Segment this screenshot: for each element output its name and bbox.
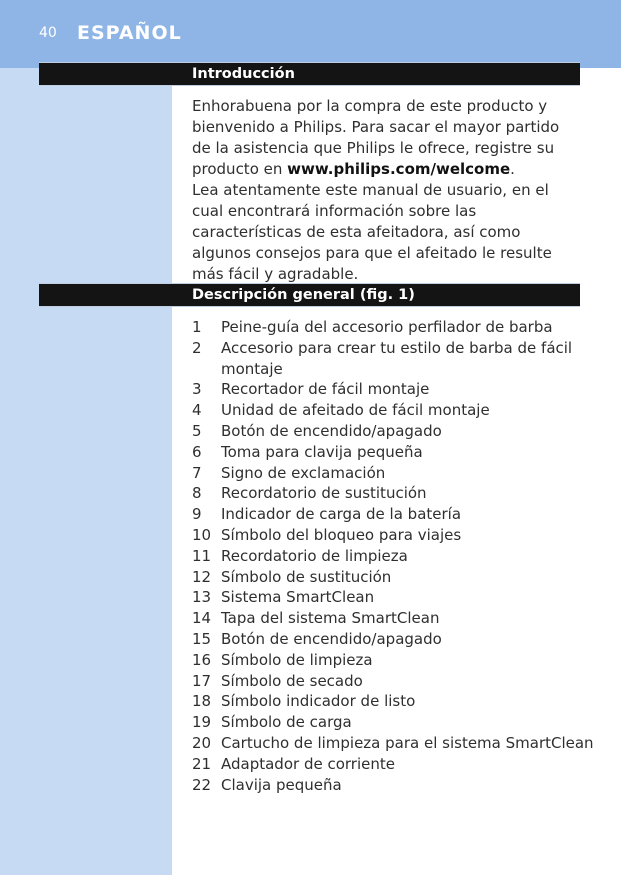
page-number: 40 <box>39 25 57 41</box>
item-text: Tapa del sistema SmartClean <box>221 609 440 628</box>
item-number: 9 <box>192 505 202 524</box>
website-link[interactable]: www.philips.com/welcome <box>287 160 511 178</box>
item-number: 7 <box>192 463 202 482</box>
item-number: 5 <box>192 421 202 440</box>
item-text: Recortador de fácil montaje <box>221 380 430 399</box>
intro-text-second: Lea atentamente este manual de usuario, en el cual encontrará información sobre las características de esta afeitadora, así como algunos consejos para que el afeitado le resulte más fácil y agradable. <box>192 181 552 283</box>
list-item <box>192 650 587 671</box>
item-number: 22 <box>192 775 212 794</box>
list-item <box>192 546 587 567</box>
intro-text: Enhorabuena por la compra de este producto y bienvenido a Philips. Para sacar el mayor partido de la asistencia que Philips le ofrece, registre su producto en <box>192 97 560 178</box>
item-text: Unidad de afeitado de fácil montaje <box>221 401 490 420</box>
item-number: 13 <box>192 588 212 607</box>
item-text: Símbolo de sustitución <box>221 567 392 586</box>
list-item <box>192 608 587 629</box>
item-text: Sistema SmartClean <box>221 588 375 607</box>
language-title: ESPAÑOL <box>77 22 182 44</box>
item-number: 10 <box>192 525 212 544</box>
item-text: Símbolo indicador de listo <box>221 692 416 711</box>
intro-paragraph <box>192 96 577 285</box>
list-item <box>192 400 587 421</box>
intro-text-end: . <box>510 160 515 178</box>
item-text: Cartucho de limpieza para el sistema SmartClean <box>221 733 594 752</box>
list-item <box>192 587 587 608</box>
parts-list <box>192 317 594 795</box>
item-text: Indicador de carga de la batería <box>221 505 462 524</box>
list-item <box>192 421 587 442</box>
item-number: 16 <box>192 650 212 669</box>
item-text: Recordatorio de sustitución <box>221 484 427 503</box>
item-number: 18 <box>192 692 212 711</box>
section-header-overview <box>39 283 580 307</box>
item-text: Símbolo de carga <box>221 713 352 732</box>
list-item <box>192 463 587 484</box>
item-text: Peine-guía del accesorio perfilador de barba <box>221 318 553 336</box>
list-item <box>192 483 587 504</box>
item-text: Símbolo de limpieza <box>221 650 373 669</box>
item-text: Recordatorio de limpieza <box>221 546 408 565</box>
item-text: Accesorio para crear tu estilo de barba de fácil montaje <box>221 338 573 378</box>
list-item <box>192 629 587 650</box>
list-item <box>192 712 587 733</box>
list-item <box>192 733 594 754</box>
item-text: Botón de encendido/apagado <box>221 629 442 648</box>
item-number: 1 <box>192 318 202 336</box>
item-number: 19 <box>192 713 212 732</box>
list-item <box>192 754 587 775</box>
item-number: 20 <box>192 733 212 752</box>
list-item <box>192 338 587 380</box>
list-item <box>192 525 587 546</box>
item-text: Toma para clavija pequeña <box>221 442 423 461</box>
item-number: 11 <box>192 546 212 565</box>
item-number: 15 <box>192 629 212 648</box>
list-item <box>192 671 587 692</box>
item-number: 21 <box>192 754 212 773</box>
item-text: Botón de encendido/apagado <box>221 421 442 440</box>
item-number: 2 <box>192 338 202 357</box>
section-header-intro <box>39 62 580 86</box>
item-text: Adaptador de corriente <box>221 754 395 773</box>
item-text: Símbolo del bloqueo para viajes <box>221 525 462 544</box>
list-item <box>192 775 587 796</box>
item-number: 6 <box>192 442 202 461</box>
section-title-intro: Introducción <box>192 66 295 82</box>
item-number: 14 <box>192 609 212 628</box>
list-item <box>192 379 587 400</box>
item-number: 3 <box>192 380 202 399</box>
list-item <box>192 691 587 712</box>
list-item <box>192 504 587 525</box>
section-title-overview: Descripción general (fig. 1) <box>192 287 415 303</box>
item-text: Símbolo de secado <box>221 671 363 690</box>
item-number: 12 <box>192 567 212 586</box>
item-text: Clavija pequeña <box>221 775 342 794</box>
item-number: 17 <box>192 671 212 690</box>
item-number: 8 <box>192 484 202 503</box>
list-item <box>192 567 587 588</box>
item-number: 4 <box>192 401 202 420</box>
left-color-band <box>0 0 172 875</box>
item-text: Signo de exclamación <box>221 463 386 482</box>
list-item <box>192 317 587 338</box>
list-item <box>192 442 587 463</box>
